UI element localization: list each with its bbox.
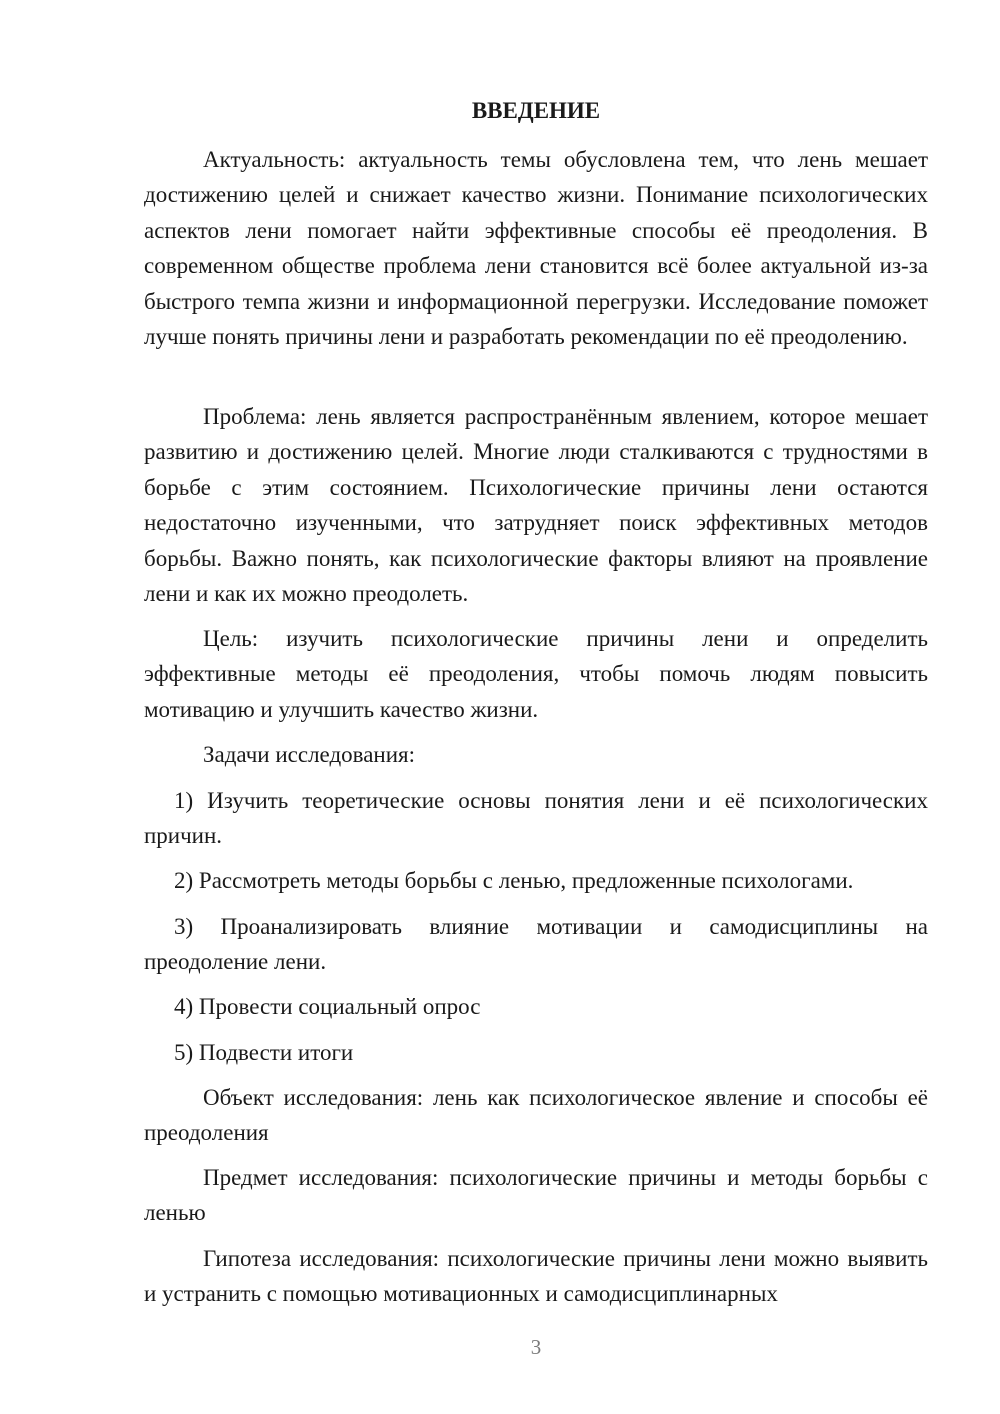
task-item-3: 3) Проанализировать влияние мотивации и самодисциплины на преодоление лени. [144,914,928,975]
goal-paragraph: Цель: изучить психологические причины лени и определить эффективные методы её преодоления, чтобы помочь людям повысить мотивацию и улучшить качество жизни. [144,626,928,722]
hypothesis-paragraph: Гипотеза исследования: психологические причины лени можно выявить и устранить с помощью мотивационных и самодисциплинарных [144,1246,928,1307]
object-paragraph: Объект исследования: лень как психологическое явление и способы её преодоления [144,1085,928,1146]
task-item-5: 5) Подвести итоги [174,1040,354,1065]
task-item-2: 2) Рассмотреть методы борьбы с ленью, предложенные психологами. [174,868,854,893]
page-number: 3 [530,1335,542,1359]
task-item-1: 1) Изучить теоретические основы понятия лени и её психологических причин. [144,788,928,849]
section-heading: ВВЕДЕНИЕ [471,98,601,123]
problem-paragraph: Проблема: лень является распространённым явлением, которое мешает развитию и достижению целей. Многие люди сталкиваются с трудностями в борьбе с этим состоянием. Психологические причины лени остаются недостаточно изученными, что затрудняет поиск эффективных методов борьбы. Важно понять, как психологические факторы влияют на проявление лени и как их можно преодолеть. [144,404,928,607]
tasks-title: Задачи исследования: [203,742,416,767]
task-item-4: 4) Провести социальный опрос [174,994,481,1019]
relevance-paragraph: Актуальность: актуальность темы обусловлена тем, что лень мешает достижению целей и снижает качество жизни. Понимание психологических аспектов лени помогает найти эффективные способы её преодоления. В современном обществе проблема лени становится всё более актуальной из-за быстрого темпа жизни и информационной перегрузки. Исследование поможет лучше понять причины лени и разработать рекомендации по её преодолению. [144,147,928,350]
subject-paragraph: Предмет исследования: психологические причины и методы борьбы с ленью [144,1165,928,1226]
